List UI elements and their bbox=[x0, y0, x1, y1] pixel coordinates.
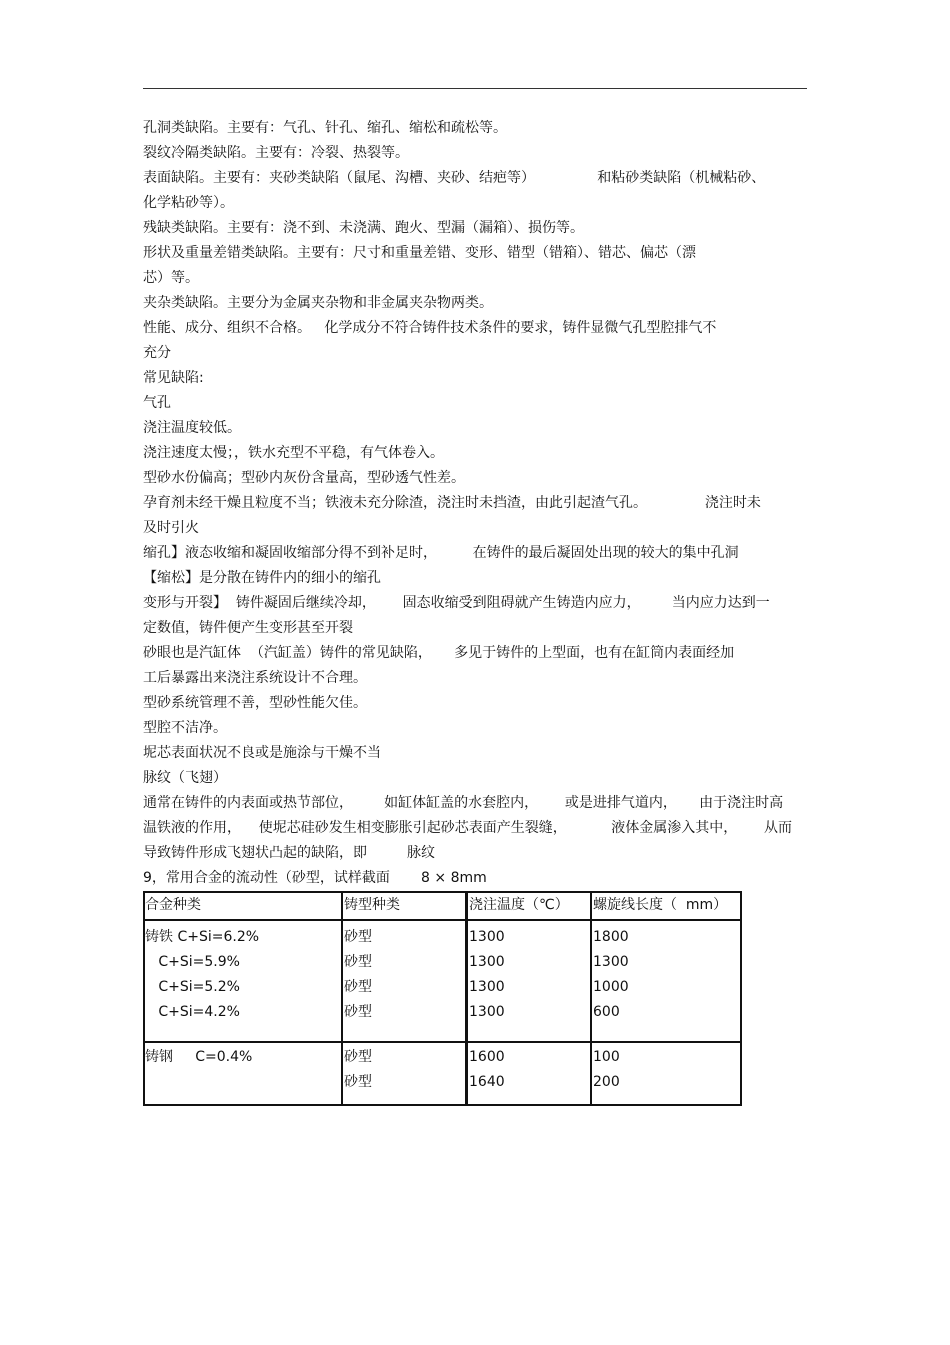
table-cell: 1300 bbox=[469, 979, 505, 995]
table-border-left bbox=[143, 891, 145, 1106]
table-cell: 砂型 bbox=[344, 979, 372, 995]
text-line: 表面缺陷。主要有：夹砂类缺陷（鼠尾、沟槽、夹砂、结疤等） 和粘砂类缺陷（机械粘砂、 bbox=[143, 170, 766, 186]
text-line: 气孔 bbox=[143, 395, 171, 411]
text-line: 充分 bbox=[143, 345, 171, 361]
table-cell: 1300 bbox=[593, 954, 629, 970]
table-cell: 砂型 bbox=[344, 1074, 372, 1090]
table-border-bottom bbox=[143, 1104, 742, 1106]
table-cell: 1300 bbox=[469, 929, 505, 945]
text-line: 裂纹冷隔类缺陷。主要有：冷裂、热裂等。 bbox=[143, 145, 409, 161]
fluidity-table bbox=[143, 891, 742, 1106]
header-rule bbox=[143, 88, 807, 89]
table-cell: 1300 bbox=[469, 1004, 505, 1020]
table-cell: C+Si=5.2% bbox=[145, 979, 240, 995]
text-line: 脉纹（飞翅） bbox=[143, 770, 227, 786]
table-caption: 9，常用合金的流动性（砂型，试样截面 8 × 8mm bbox=[143, 870, 487, 886]
text-line: 性能、成分、组织不合格。 化学成分不符合铸件技术条件的要求，铸件显微气孔型腔排气不 bbox=[143, 320, 717, 336]
text-line: 温铁液的作用， 使坭芯硅砂发生相变膨胀引起砂芯表面产生裂缝， 液体金属渗入其中， 从而 bbox=[143, 820, 793, 836]
table-header-cell: 合金种类 bbox=[145, 897, 201, 913]
table-cell: C+Si=5.9% bbox=[145, 954, 240, 970]
text-line: 化学粘砂等）。 bbox=[143, 195, 234, 211]
text-line: 及时引火 bbox=[143, 520, 199, 536]
text-line: 导致铸件形成飞翅状凸起的缺陷，即 脉纹 bbox=[143, 845, 436, 861]
table-cell: 200 bbox=[593, 1074, 620, 1090]
table-border-right bbox=[740, 891, 742, 1106]
table-header-cell: 浇注温度（℃） bbox=[469, 897, 569, 913]
text-line: 孔洞类缺陷。主要有：气孔、针孔、缩孔、缩松和疏松等。 bbox=[143, 120, 507, 136]
table-cell: 600 bbox=[593, 1004, 620, 1020]
text-line: 浇注温度较低。 bbox=[143, 420, 241, 436]
text-line: 型腔不洁净。 bbox=[143, 720, 227, 736]
text-line: 【缩松】是分散在铸件内的细小的缩孔 bbox=[143, 570, 381, 586]
table-header-rule bbox=[143, 919, 742, 921]
text-line: 残缺类缺陷。主要有：浇不到、未浇满、跑火、型漏（漏箱）、损伤等。 bbox=[143, 220, 584, 236]
text-line: 浇注速度太慢；，铁水充型不平稳，有气体卷入。 bbox=[143, 445, 444, 461]
text-line: 型砂水份偏高；型砂内灰份含量高，型砂透气性差。 bbox=[143, 470, 465, 486]
text-line: 型砂系统管理不善，型砂性能欠佳。 bbox=[143, 695, 367, 711]
table-cell: 1300 bbox=[469, 954, 505, 970]
table-border-top bbox=[143, 891, 742, 893]
table-col-divider bbox=[465, 891, 468, 1106]
table-group-rule bbox=[143, 1041, 742, 1043]
table-cell: 1600 bbox=[469, 1049, 505, 1065]
table-cell: 100 bbox=[593, 1049, 620, 1065]
table-col-divider bbox=[341, 891, 343, 1106]
table-cell: 1640 bbox=[469, 1074, 505, 1090]
text-line: 芯）等。 bbox=[143, 270, 199, 286]
text-line: 坭芯表面状况不良或是施涂与干燥不当 bbox=[143, 745, 381, 761]
text-line: 定数值，铸件便产生变形甚至开裂 bbox=[143, 620, 353, 636]
text-line: 常见缺陷: bbox=[143, 370, 204, 386]
table-cell: 1000 bbox=[593, 979, 629, 995]
text-line: 形状及重量差错类缺陷。主要有：尺寸和重量差错、变形、错型（错箱）、错芯、偏芯（漂 bbox=[143, 245, 696, 261]
text-line: 孕育剂未经干燥且粒度不当；铁液未充分除渣，浇注时未挡渣，由此引起渣气孔。 浇注时未 bbox=[143, 495, 761, 511]
table-cell: 1800 bbox=[593, 929, 629, 945]
text-line: 通常在铸件的内表面或热节部位， 如缸体缸盖的水套腔内， 或是进排气道内， 由于浇注时高 bbox=[143, 795, 784, 811]
table-cell: 砂型 bbox=[344, 1004, 372, 1020]
table-header-cell: 螺旋线长度（ mm） bbox=[593, 897, 728, 913]
table-cell: 铸钢 C=0.4% bbox=[145, 1049, 253, 1065]
text-line: 夹杂类缺陷。主要分为金属夹杂物和非金属夹杂物两类。 bbox=[143, 295, 493, 311]
table-col-divider bbox=[590, 891, 592, 1106]
table-cell: 砂型 bbox=[344, 954, 372, 970]
table-cell: 砂型 bbox=[344, 1049, 372, 1065]
text-line: 工后暴露出来浇注系统设计不合理。 bbox=[143, 670, 367, 686]
table-cell: C+Si=4.2% bbox=[145, 1004, 240, 1020]
table-cell: 铸铁 C+Si=6.2% bbox=[145, 929, 260, 945]
table-header-cell: 铸型种类 bbox=[344, 897, 400, 913]
text-line: 缩孔】液态收缩和凝固收缩部分得不到补足时， 在铸件的最后凝固处出现的较大的集中孔洞 bbox=[143, 545, 739, 561]
text-line: 变形与开裂】 铸件凝固后继续冷却， 固态收缩受到阻碍就产生铸造内应力， 当内应力达到一 bbox=[143, 595, 770, 611]
table-cell: 砂型 bbox=[344, 929, 372, 945]
text-line: 砂眼也是汽缸体 （汽缸盖）铸件的常见缺陷， 多见于铸件的上型面，也有在缸筒内表面经加 bbox=[143, 645, 735, 661]
